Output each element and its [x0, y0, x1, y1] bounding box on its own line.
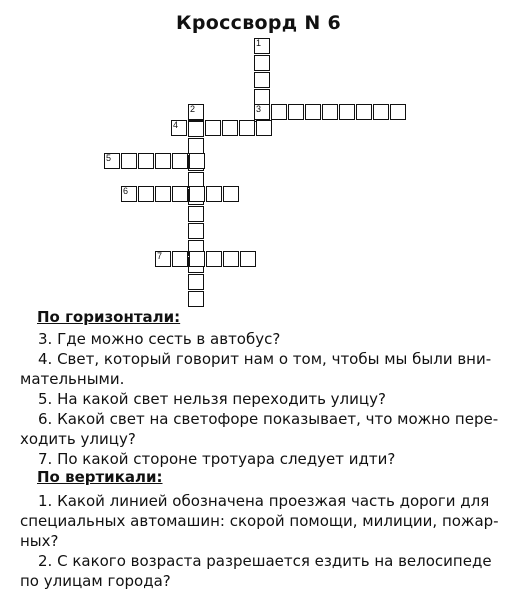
word3-cell[interactable]	[390, 104, 406, 120]
across-clue-3: 3. Где можно сесть в автобус?	[38, 330, 281, 348]
word4-cell[interactable]	[239, 120, 255, 136]
clue-number: 4	[173, 120, 179, 130]
word7-cell[interactable]	[155, 251, 171, 267]
word5-cell[interactable]	[121, 153, 137, 169]
clue-number: 3	[256, 104, 262, 114]
word4-cell[interactable]	[222, 120, 238, 136]
word1-cell[interactable]	[254, 55, 270, 71]
word3-cell[interactable]	[288, 104, 304, 120]
word3-cell[interactable]	[305, 104, 321, 120]
word3-cell[interactable]	[254, 104, 270, 120]
word5-cell[interactable]	[172, 153, 188, 169]
word3-cell[interactable]	[356, 104, 372, 120]
across-clue-5: 5. На какой свет нельзя переходить улицу?	[38, 390, 386, 408]
across-clue-4: 4. Свет, который говорит нам о том, чтобы мы были внимательными.	[20, 350, 492, 388]
down-clue-1: 1. Какой линией обозначена проезжая часть дороги для специальных автомашин: скорой помощи, милиции, пожарных?	[20, 492, 499, 550]
down-header: По вертикали:	[37, 468, 163, 486]
word5-cell[interactable]	[138, 153, 154, 169]
clue-number: 6	[123, 186, 129, 196]
word2-cell[interactable]	[188, 104, 204, 120]
word2-cell[interactable]	[188, 121, 204, 137]
word4-cell[interactable]	[205, 120, 221, 136]
across-clue-6: 6. Какой свет на светофоре показывает, что можно переходить улицу?	[20, 410, 499, 448]
word6-cell[interactable]	[155, 186, 171, 202]
word2-cell[interactable]	[188, 274, 204, 290]
word6-cell[interactable]	[206, 186, 222, 202]
word6-cell[interactable]	[121, 186, 137, 202]
word1-cell[interactable]	[254, 38, 270, 54]
word2-cell[interactable]	[188, 138, 204, 154]
word6-cell[interactable]	[223, 186, 239, 202]
word7-cell[interactable]	[189, 251, 205, 267]
word5-cell[interactable]	[104, 153, 120, 169]
word6-cell[interactable]	[172, 186, 188, 202]
word3-cell[interactable]	[373, 104, 389, 120]
across-clue-7: 7. По какой стороне тротуара следует идти?	[38, 450, 396, 468]
word5-cell[interactable]	[189, 153, 205, 169]
clue-number: 1	[256, 38, 262, 48]
crossword-title: Кроссворд N 6	[176, 12, 341, 34]
word2-cell[interactable]	[188, 291, 204, 307]
word2-cell[interactable]	[188, 206, 204, 222]
word7-cell[interactable]	[240, 251, 256, 267]
clue-number: 5	[106, 153, 112, 163]
word7-cell[interactable]	[206, 251, 222, 267]
down-clue-2: 2. С какого возраста разрешается ездить на велосипеде по улицам города?	[20, 552, 492, 590]
word6-cell[interactable]	[138, 186, 154, 202]
word3-cell[interactable]	[339, 104, 355, 120]
word4-cell[interactable]	[171, 120, 187, 136]
word1-cell[interactable]	[254, 72, 270, 88]
word1-cell[interactable]	[254, 89, 270, 105]
clue-number: 7	[157, 251, 163, 261]
word6-cell[interactable]	[189, 186, 205, 202]
word3-cell[interactable]	[271, 104, 287, 120]
word7-cell[interactable]	[172, 251, 188, 267]
clue-number: 2	[190, 104, 196, 114]
word3-cell[interactable]	[322, 104, 338, 120]
word4-cell[interactable]	[256, 120, 272, 136]
across-header: По горизонтали:	[37, 308, 181, 326]
word5-cell[interactable]	[155, 153, 171, 169]
word2-cell[interactable]	[188, 223, 204, 239]
word7-cell[interactable]	[223, 251, 239, 267]
